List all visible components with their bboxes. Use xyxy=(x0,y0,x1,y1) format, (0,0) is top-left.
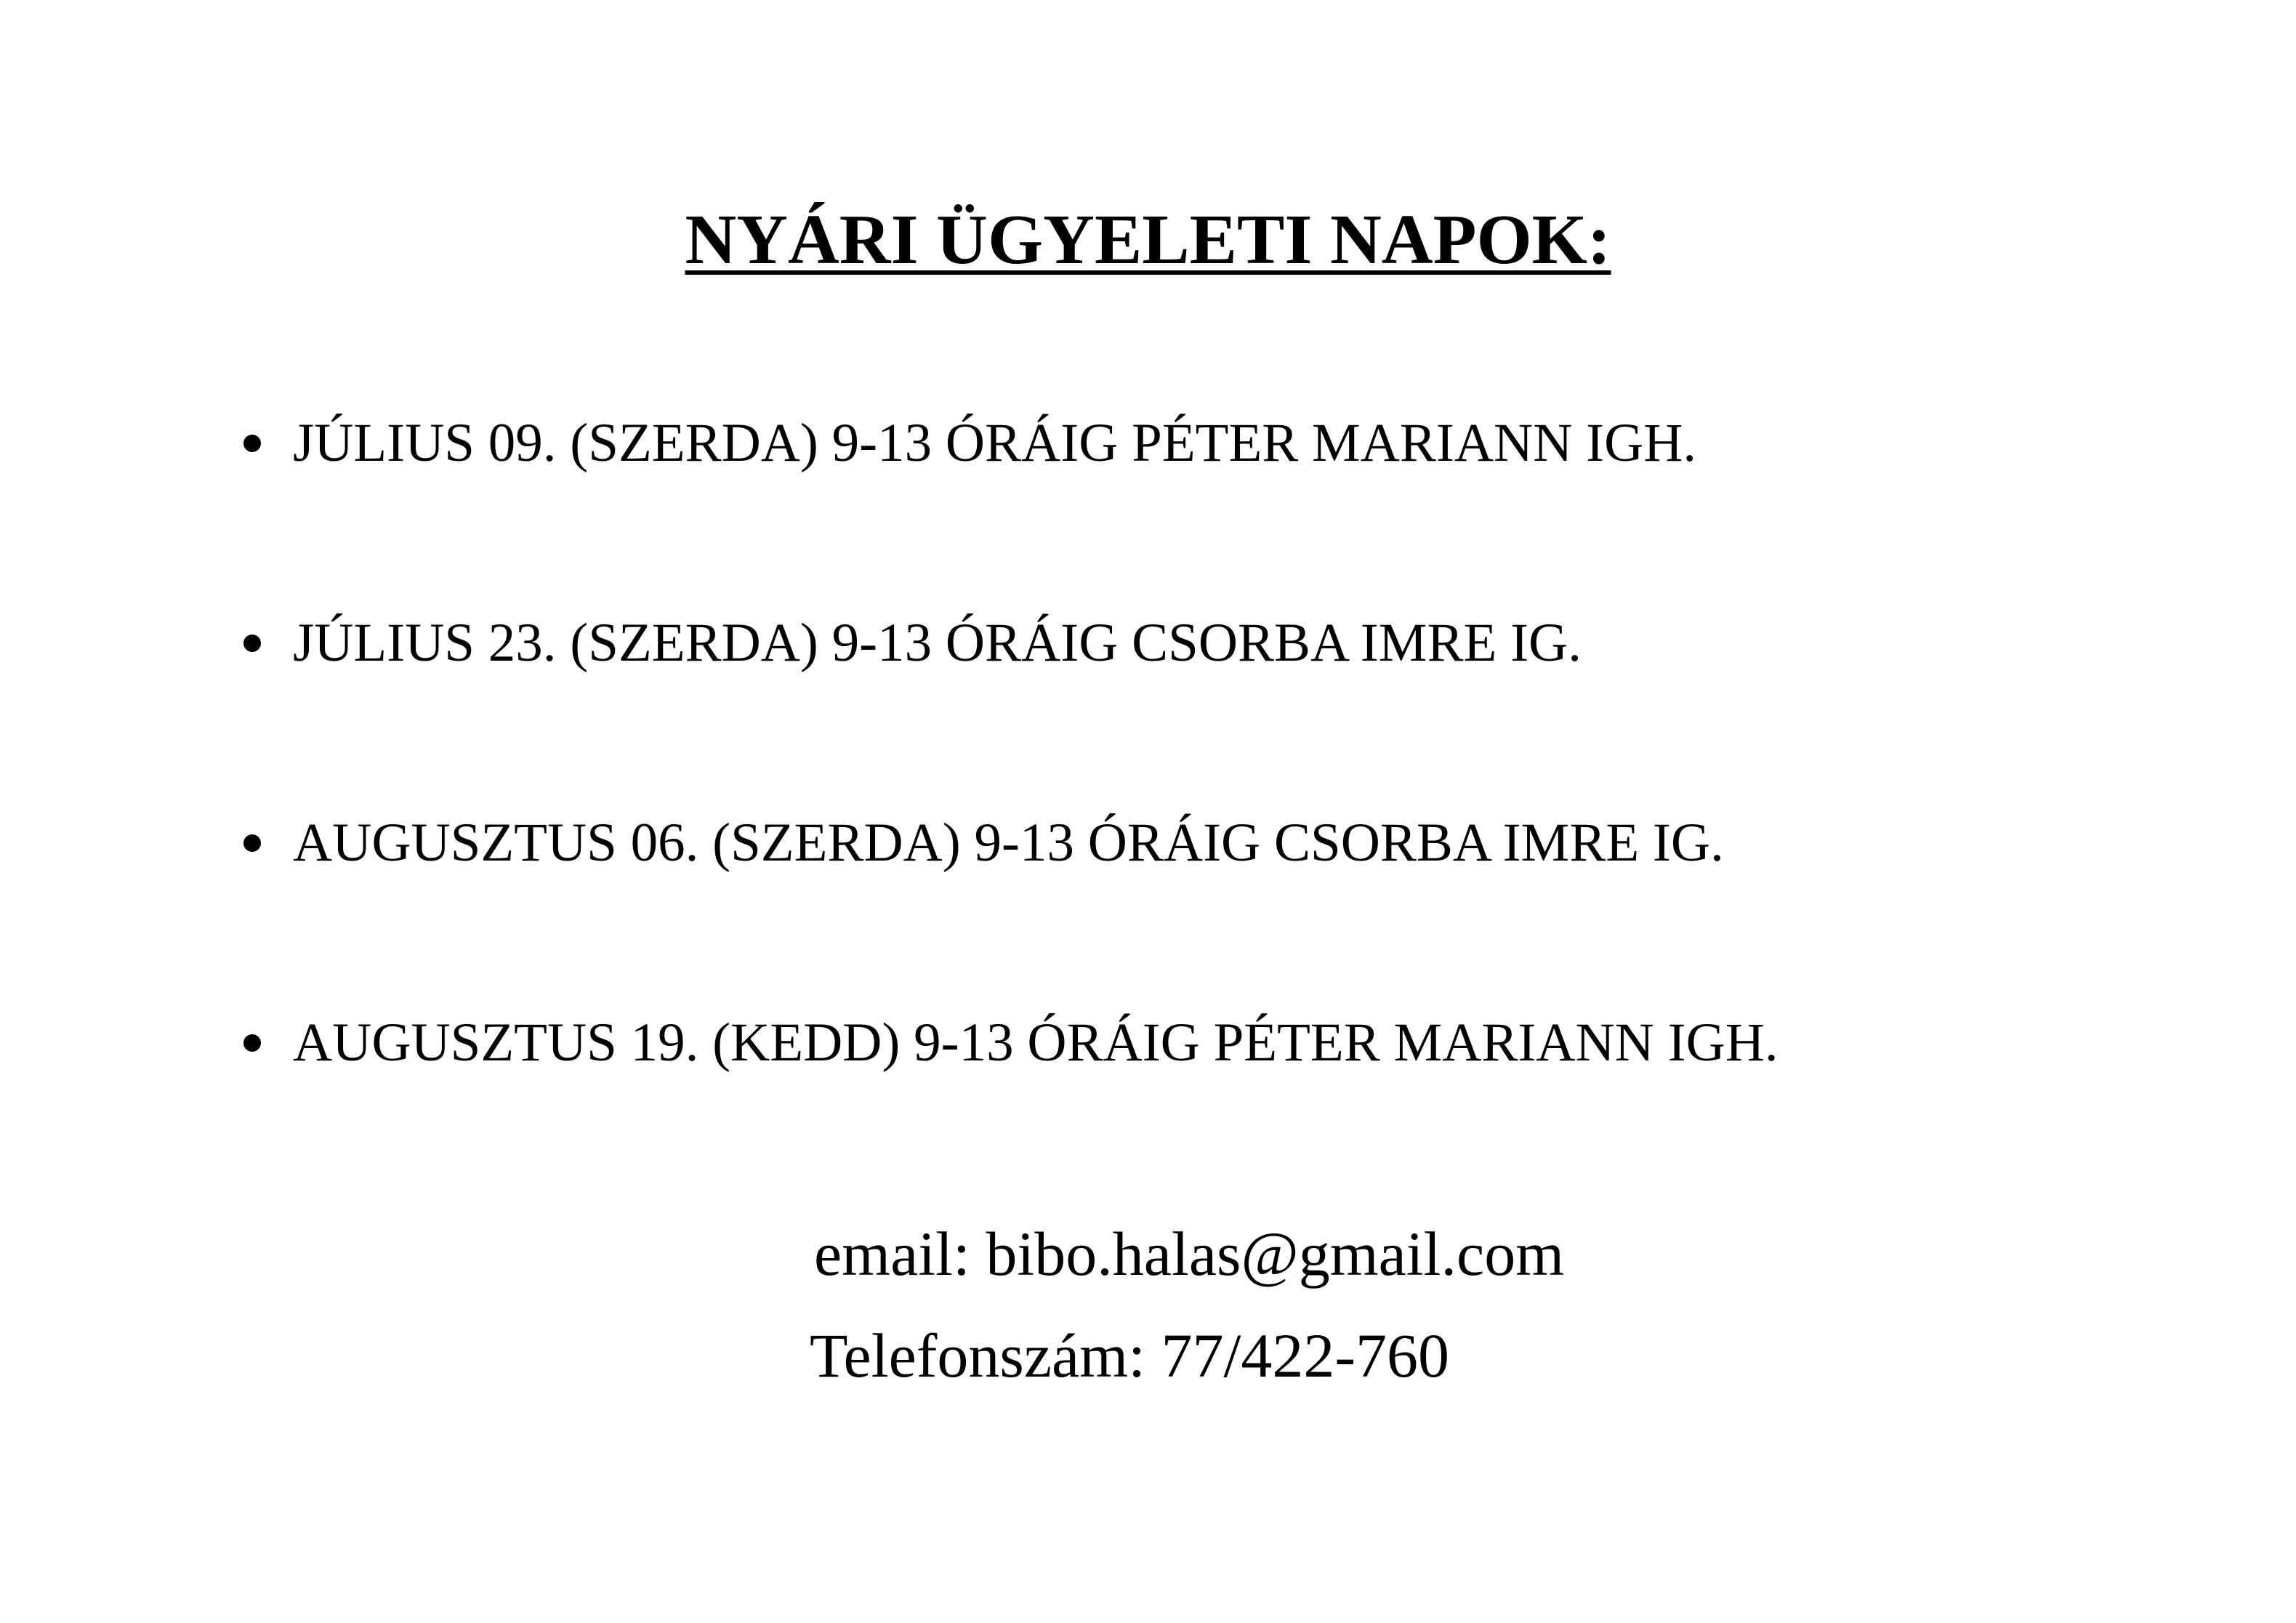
contact-block xyxy=(810,1203,1565,1406)
bullet-icon xyxy=(243,1034,261,1052)
duty-day-text: JÚLIUS 23. (SZERDA) 9-13 ÓRÁIG CSORBA IMRE IG. xyxy=(293,613,1582,673)
duty-day-text: AUGUSZTUS 06. (SZERDA) 9-13 ÓRÁIG CSORBA IMRE IG. xyxy=(293,813,1724,873)
page-title: NYÁRI ÜGYELETI NAPOK: xyxy=(685,201,1611,279)
bullet-icon xyxy=(243,435,261,452)
contact-email: email: bibo.halas@gmail.com xyxy=(814,1219,1565,1289)
bullet-icon xyxy=(243,834,261,852)
bullet-icon xyxy=(243,635,261,652)
duty-day-text: JÚLIUS 09. (SZERDA) 9-13 ÓRÁIG PÉTER MARIANN IGH. xyxy=(293,413,1697,473)
duty-day-text: AUGUSZTUS 19. (KEDD) 9-13 ÓRÁIG PÉTER MARIANN IGH. xyxy=(293,1012,1779,1073)
contact-phone: Telefonszám: 77/422-760 xyxy=(810,1321,1450,1390)
